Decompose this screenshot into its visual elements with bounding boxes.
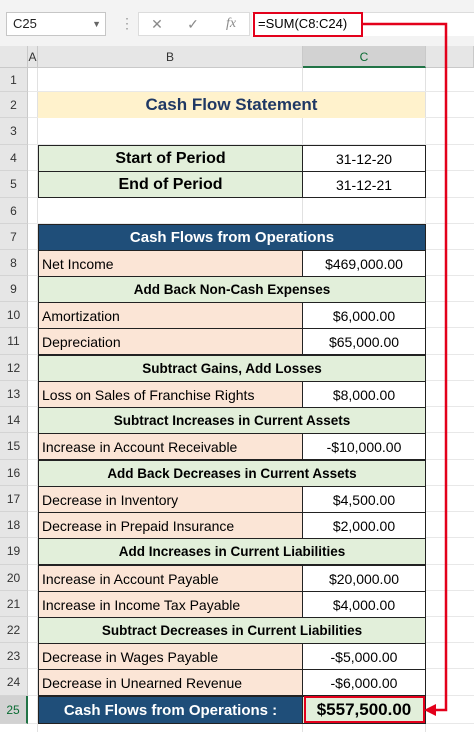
inventory-label[interactable]: Decrease in Inventory (38, 486, 303, 513)
unearned-revenue-label[interactable]: Decrease in Unearned Revenue (38, 669, 303, 696)
amortization-label[interactable]: Amortization (38, 302, 303, 329)
total-operations-value[interactable]: $557,500.00 (302, 696, 426, 724)
row-header-22[interactable]: 22 (0, 617, 28, 643)
select-all-corner[interactable] (0, 46, 28, 68)
depreciation-label[interactable]: Depreciation (38, 328, 303, 355)
chevron-down-icon[interactable]: ▼ (92, 19, 101, 29)
depreciation-value[interactable]: $65,000.00 (302, 328, 426, 355)
wages-payable-label[interactable]: Decrease in Wages Payable (38, 643, 303, 670)
row-header-1[interactable]: 1 (0, 68, 28, 92)
row-header-6[interactable]: 6 (0, 198, 28, 224)
row-header-19[interactable]: 19 (0, 538, 28, 565)
account-payable-label[interactable]: Increase in Account Payable (38, 565, 303, 592)
start-period-label[interactable]: Start of Period (38, 145, 303, 172)
net-income-value[interactable]: $469,000.00 (302, 250, 426, 277)
name-box-value: C25 (13, 16, 37, 31)
row-header-4[interactable]: 4 (0, 145, 28, 171)
income-tax-payable-value[interactable]: $4,000.00 (302, 591, 426, 618)
net-income-label[interactable]: Net Income (38, 250, 303, 277)
franchise-loss-label[interactable]: Loss on Sales of Franchise Rights (38, 381, 303, 408)
row-header-15[interactable]: 15 (0, 433, 28, 460)
row-header-24[interactable]: 24 (0, 669, 28, 696)
confirm-icon[interactable]: ✓ (187, 16, 199, 32)
wages-payable-value[interactable]: -$5,000.00 (302, 643, 426, 670)
row-header-9[interactable]: 9 (0, 276, 28, 302)
start-period-value[interactable]: 31-12-20 (302, 145, 426, 172)
column-header-c[interactable]: C (303, 46, 426, 68)
current-liabilities-increase-header[interactable]: Add Increases in Current Liabilities (38, 538, 426, 565)
row-header-2[interactable]: 2 (0, 92, 28, 118)
column-header-b[interactable]: B (38, 46, 303, 68)
row-header-25[interactable]: 25 (0, 696, 28, 724)
current-assets-increase-header[interactable]: Subtract Increases in Current Assets (38, 407, 426, 434)
noncash-expenses-header[interactable]: Add Back Non-Cash Expenses (38, 276, 426, 303)
insert-function-icon[interactable]: fx (225, 16, 237, 31)
cancel-icon[interactable]: ✕ (151, 16, 163, 32)
amortization-value[interactable]: $6,000.00 (302, 302, 426, 329)
row-header-8[interactable]: 8 (0, 250, 28, 276)
vertical-dots-icon[interactable]: ⋮ (120, 15, 134, 31)
current-assets-decrease-header[interactable]: Add Back Decreases in Current Assets (38, 460, 426, 487)
column-header-d[interactable] (426, 46, 474, 68)
formula-buttons (138, 12, 250, 36)
column-header-a[interactable]: A (28, 46, 38, 68)
prepaid-insurance-label[interactable]: Decrease in Prepaid Insurance (38, 512, 303, 539)
row-header-12[interactable]: 12 (0, 355, 28, 381)
total-operations-label[interactable]: Cash Flows from Operations : (38, 696, 303, 724)
franchise-loss-value[interactable]: $8,000.00 (302, 381, 426, 408)
end-period-value[interactable]: 31-12-21 (302, 171, 426, 198)
statement-title[interactable]: Cash Flow Statement (38, 92, 425, 118)
total-highlight-box (304, 696, 425, 723)
current-liabilities-decrease-header[interactable]: Subtract Decreases in Current Liabilities (38, 617, 426, 644)
row-header-16[interactable]: 16 (0, 460, 28, 486)
row-header-17[interactable]: 17 (0, 486, 28, 512)
spreadsheet-grid (0, 46, 474, 732)
formula-text: =SUM(C8:C24) (258, 16, 348, 31)
row-header-14[interactable]: 14 (0, 407, 28, 433)
row-header-13[interactable]: 13 (0, 381, 28, 407)
operations-header[interactable]: Cash Flows from Operations (38, 224, 426, 251)
formula-highlight-box (253, 12, 363, 37)
row-header-11[interactable]: 11 (0, 328, 28, 355)
name-box[interactable] (6, 12, 106, 36)
receivable-label[interactable]: Increase in Account Receivable (38, 433, 303, 460)
unearned-revenue-value[interactable]: -$6,000.00 (302, 669, 426, 696)
income-tax-payable-label[interactable]: Increase in Income Tax Payable (38, 591, 303, 618)
gains-losses-header[interactable]: Subtract Gains, Add Losses (38, 355, 426, 382)
row-header-21[interactable]: 21 (0, 591, 28, 617)
row-header-7[interactable]: 7 (0, 224, 28, 250)
account-payable-value[interactable]: $20,000.00 (302, 565, 426, 592)
receivable-value[interactable]: -$10,000.00 (302, 433, 426, 460)
row-header-5[interactable]: 5 (0, 171, 28, 198)
prepaid-insurance-value[interactable]: $2,000.00 (302, 512, 426, 539)
end-period-label[interactable]: End of Period (38, 171, 303, 198)
formula-bar (0, 0, 474, 46)
row-header-10[interactable]: 10 (0, 302, 28, 328)
row-header-23[interactable]: 23 (0, 643, 28, 669)
inventory-value[interactable]: $4,500.00 (302, 486, 426, 513)
row-header-3[interactable]: 3 (0, 118, 28, 145)
row-header-20[interactable]: 20 (0, 565, 28, 591)
row-header-18[interactable]: 18 (0, 512, 28, 538)
